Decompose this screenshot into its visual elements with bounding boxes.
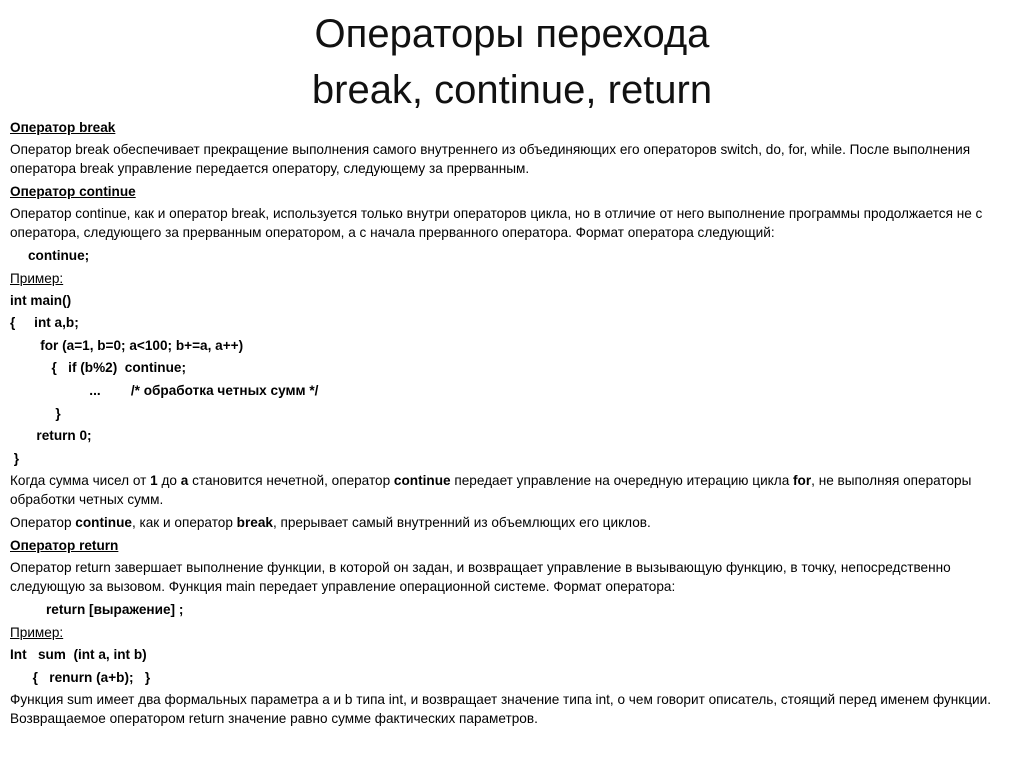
bold-run: continue: [75, 515, 132, 531]
code-line: Int sum (int a, int b): [10, 646, 147, 662]
title-line-2: break, continue, return: [311, 68, 713, 112]
code-line: int main(): [10, 292, 72, 308]
text-run: передает управление на очередную итерацию цикла: [450, 473, 794, 489]
code-line: ... /* обработка четных сумм */: [10, 382, 319, 398]
text-run: до: [157, 473, 181, 489]
code-line: { renurn (a+b); }: [10, 669, 151, 685]
bold-run: 1: [150, 473, 158, 489]
code-line: }: [10, 405, 61, 421]
break-description: Оператор break обеспечивает прекращение выполнения самого внутреннего из объединяющих его операторов switch, do, for, while. После выполнения оператора break управление передается оператору, следующему за прерванным.: [10, 142, 971, 176]
text-run: , прерывает самый внутренний из объемлющих его циклов.: [272, 515, 651, 531]
return-description: Оператор return завершает выполнение функции, в которой он задан, и возвращает управление в вызывающую функцию, в точку, непосредственно следующую за вызовом. Функция main передает управление операционной системе. Формат оператора:: [10, 560, 951, 595]
text-run: становится нечетной, оператор: [188, 473, 394, 489]
bold-run: а: [180, 473, 189, 489]
continue-format: continue;: [28, 248, 90, 263]
return-explanation: Функция sum имеет два формальных параметра a и b типа int, и возвращает значение типа int, о чем говорит описатель, стоящий перед именем функции. Возвращаемое оператором return значение равно сумме фактических параметров.: [10, 692, 992, 727]
code-line: return 0;: [10, 428, 92, 444]
slide-content: [10, 118, 1014, 732]
continue-example-label: Пример:: [10, 270, 64, 286]
break-heading: Оператор break: [10, 120, 116, 135]
return-heading: Оператор return: [10, 538, 119, 554]
continue-explanation-2: [10, 513, 1014, 532]
continue-description: Оператор continue, как и оператор break, используется только внутри операторов цикла, но в отличие от него выполнение программы продолжается не с оператора, следующего за прерванным оператором, а с начала прерванного оператора. Формат оператора следующий:: [10, 206, 983, 240]
bold-run: continue: [393, 473, 451, 489]
continue-heading: Оператор continue: [10, 184, 136, 199]
text-run: Когда сумма чисел от: [10, 473, 151, 489]
return-example-label: Пример:: [10, 624, 64, 640]
bold-run: break: [236, 515, 273, 531]
code-line: }: [10, 450, 20, 466]
code-line: { int a,b;: [10, 315, 79, 331]
text-run: Оператор: [10, 515, 76, 531]
return-format: return [выражение] ;: [46, 602, 184, 618]
code-line: { if (b%2) continue;: [10, 360, 186, 376]
title-line-1: Операторы перехода: [314, 12, 710, 56]
continue-explanation-1: [10, 471, 1014, 509]
slide-title: [0, 6, 1024, 118]
text-run: , не выполняя операторы обработки четных сумм.: [10, 473, 972, 508]
code-line: for (a=1, b=0; a<100; b+=a, a++): [10, 337, 244, 353]
text-run: , как и оператор: [131, 515, 237, 531]
bold-run: for: [793, 473, 812, 489]
